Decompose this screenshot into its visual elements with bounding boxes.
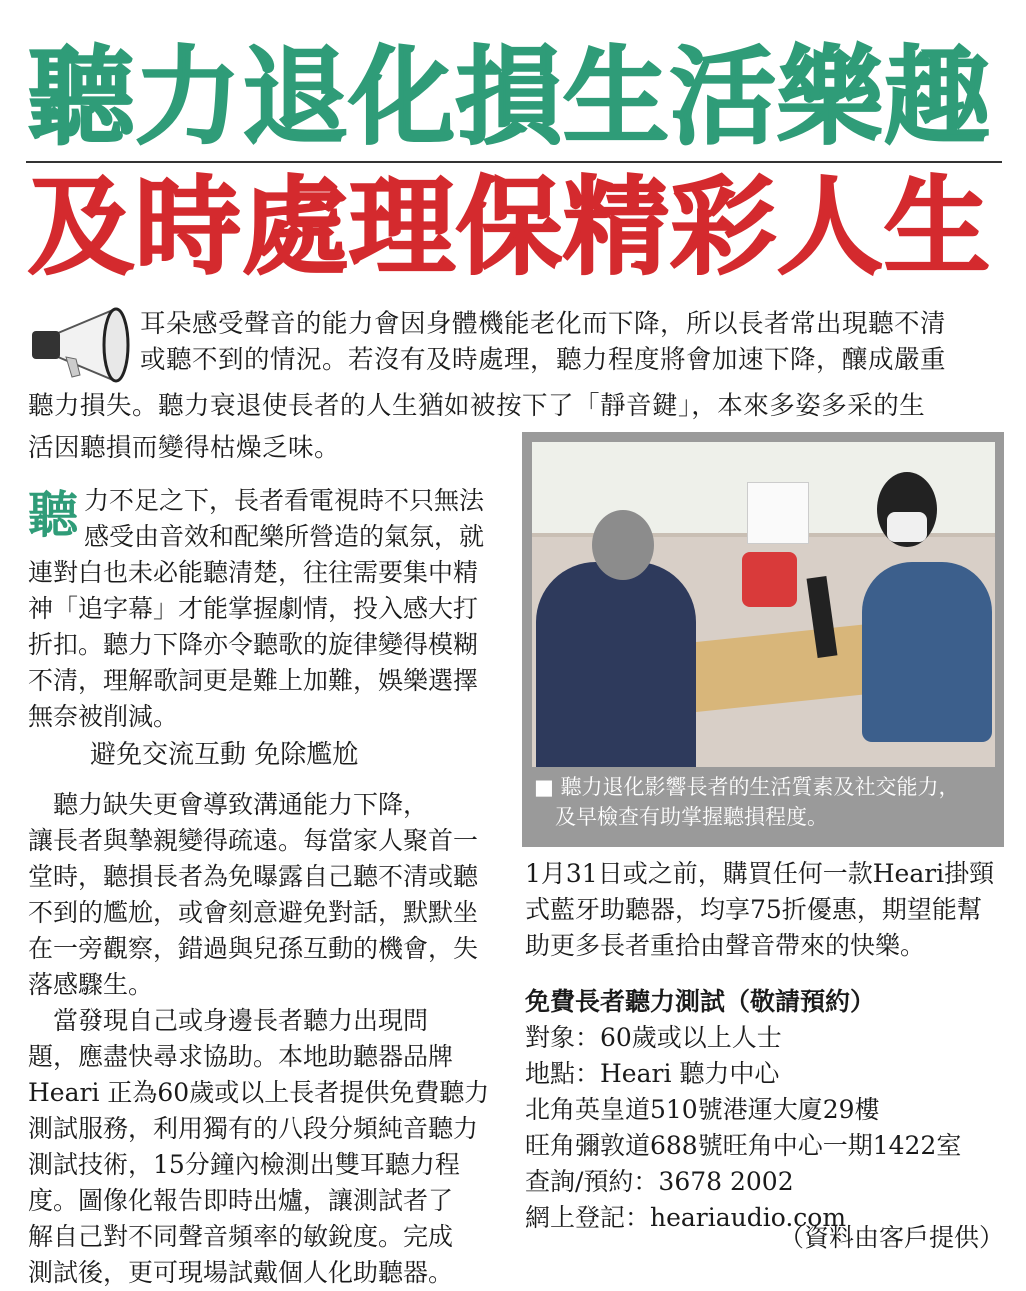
body-line: 連對白也未必能聽清楚，往往需要集中精 <box>28 558 479 587</box>
body-line: 測試技術，15分鐘內檢測出雙耳聽力程 <box>28 1150 460 1179</box>
hearing-test-photo <box>532 442 995 767</box>
body-line: 度。圖像化報告即時出爐，讓測試者了 <box>28 1186 454 1215</box>
headline-line-1: 聽力退化損生活樂趣 <box>28 36 991 159</box>
info-phone: 查詢/預約：3678 2002 <box>525 1167 794 1196</box>
offer-line: 式藍牙助聽器，均享75折優惠，期望能幫 <box>525 895 982 924</box>
offer-line: 1月31日或之前，購買任何一款Heari掛頸 <box>525 859 995 888</box>
headline-divider <box>26 161 1002 163</box>
headline-line-2: 及時處理保精彩人生 <box>28 166 991 289</box>
body-line: 堂時，聽損長者為免曝露自己聽不清或聽 <box>28 862 479 891</box>
info-title: 免費長者聽力測試（敬請預約） <box>525 987 876 1016</box>
body-line: 在一旁觀察，錯過與兒孫互動的機會，失 <box>28 934 479 963</box>
intro-line: 耳朵感受聲音的能力會因身體機能老化而下降，所以長者常出現聽不清 <box>140 309 947 339</box>
body-line: 題，應盡快尋求協助。本地助聽器品牌 <box>28 1042 454 1071</box>
body-line: 無奈被削減。 <box>28 702 179 731</box>
para2 <box>28 787 489 1291</box>
drop-cap: 聽 <box>28 486 78 544</box>
body-line: 測試服務，利用獨有的八段分頻純音聽力 <box>28 1114 479 1143</box>
info-location: 地點：Heari 聽力中心 <box>525 1059 780 1088</box>
body-line: 折扣。聽力下降亦令聽歌的旋律變得模糊 <box>28 630 479 659</box>
body-line: 力不足之下，長者看電視時不只無法 <box>84 486 485 515</box>
body-line: 感受由音效和配樂所營造的氣氛，就 <box>84 522 485 551</box>
intro-line: 或聽不到的情況。若沒有及時處理，聽力程度將會加速下降，釀成嚴重 <box>140 345 947 375</box>
intro-paragraph-top <box>140 306 946 378</box>
offer-line: 助更多長者重拾由聲音帶來的快樂。 <box>525 931 926 960</box>
info-audience: 對象：60歲或以上人士 <box>525 1023 782 1052</box>
body-line: 不到的尷尬，或會刻意避免對話，默默坐 <box>28 898 479 927</box>
info-website: 網上登記：heariaudio.com <box>525 1203 847 1232</box>
body-line: 神「追字幕」才能掌握劇情，投入感大打 <box>28 594 479 623</box>
caption-line: ■ 聽力退化影響長者的生活質素及社交能力， <box>534 775 960 799</box>
body-line: 測試後，更可現場試戴個人化助聽器。 <box>28 1258 454 1287</box>
body-line: 落感驟生。 <box>28 970 154 999</box>
body-line: 聽力缺失更會導致溝通能力下降， <box>28 790 429 819</box>
megaphone-icon <box>28 305 133 385</box>
offer-paragraph <box>525 856 994 964</box>
caption-line: 及早檢查有助掌握聽損程度。 <box>534 805 828 829</box>
body-line: 解自己對不同聲音頻率的敏銳度。完成 <box>28 1222 454 1251</box>
body-line: 讓長者與摯親變得疏遠。每當家人聚首一 <box>28 826 479 855</box>
body-line: 不清，理解歌詞更是難上加難，娛樂選擇 <box>28 666 479 695</box>
photo-caption <box>534 772 960 832</box>
intro-line: 聽力損失。聽力衰退使長者的人生猶如被按下了「靜音鍵」，本來多姿多采的生 <box>28 391 926 421</box>
para1-first-lines <box>84 483 484 555</box>
info-address-north-point: 北角英皇道510號港運大廈29樓 <box>525 1095 880 1124</box>
info-box <box>525 984 961 1236</box>
body-line: 當發現自己或身邊長者聽力出現問 <box>28 1006 429 1035</box>
subheading: 避免交流互動 免除尷尬 <box>90 740 359 770</box>
para1 <box>28 555 478 735</box>
credit-note: （資料由客戶提供） <box>778 1223 1004 1252</box>
body-line: Heari 正為60歲或以上長者提供免費聽力 <box>28 1078 490 1107</box>
photo-box <box>522 432 1004 847</box>
intro-line: 活因聽損而變得枯燥乏味。 <box>28 433 341 463</box>
info-address-mong-kok: 旺角彌敦道688號旺角中心一期1422室 <box>525 1131 962 1160</box>
